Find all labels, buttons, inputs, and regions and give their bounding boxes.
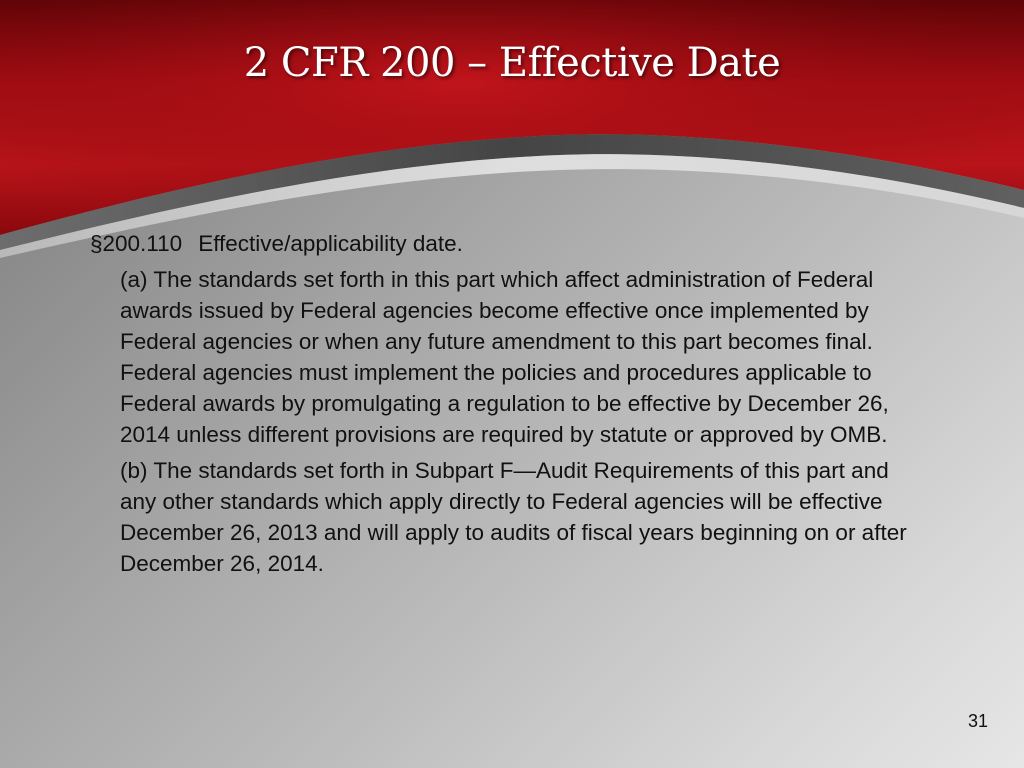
section-heading	[90, 228, 920, 259]
section-number: §200.110	[90, 231, 183, 256]
paragraph-a: (a) The standards set forth in this part which affect administration of Federal awards issued by Federal agencies become effective once implemented by Federal agencies or when any future amendment to this part becomes final. Federal agencies must implement the policies and procedures applicable to Federal awards by promulgating a regulation to be effective by December 26, 2014 unless different provisions are required by statute or approved by OMB.	[120, 267, 889, 447]
slide-body	[90, 228, 920, 579]
page-number: 31	[967, 711, 988, 731]
paragraph-b: (b) The standards set forth in Subpart F—Audit Requirements of this part and any other standards which apply directly to Federal agencies will be effective December 26, 2013 and will apply to audits of fiscal years beginning on or after December 26, 2014.	[120, 458, 907, 576]
section-title: Effective/applicability date.	[198, 231, 463, 256]
slide-title: 2 CFR 200 – Effective Date	[243, 40, 781, 86]
